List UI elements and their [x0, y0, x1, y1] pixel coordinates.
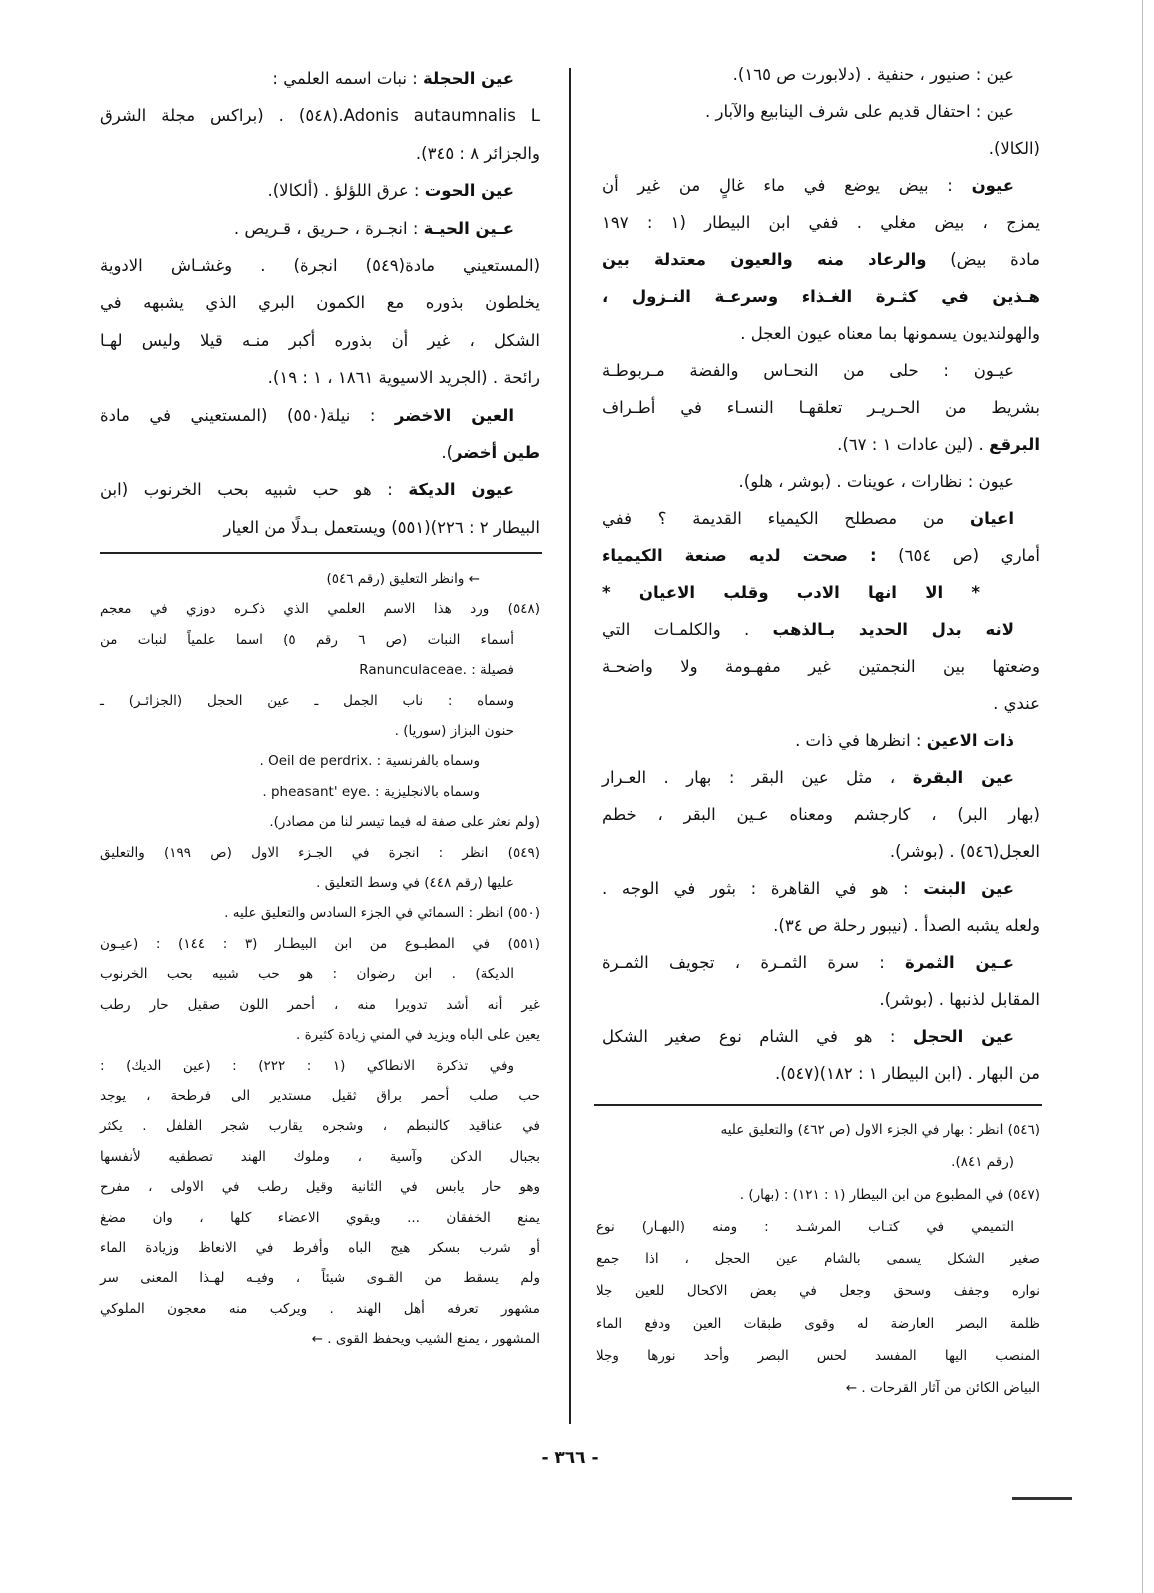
body-text: . والكلمـات التي — [602, 620, 773, 639]
footnote-line — [596, 1179, 1040, 1211]
footnote-line — [100, 1233, 540, 1263]
body-text: (رقم ٨٤١). — [951, 1154, 1014, 1171]
body-text: ← وانظر التعليق (رقم ٥٤٦) — [326, 571, 480, 587]
scan-mark — [1012, 1497, 1072, 1500]
body-text: : عرق اللؤلؤ . (ألكالا). — [267, 181, 425, 201]
body-text: أماري (ص ٦٥٤) — [876, 546, 1040, 565]
right-column-entries — [602, 56, 1040, 1092]
footnote-line — [100, 625, 540, 655]
body-text: الديكة) . ابن رضوان : هو حب شبيه بحب الخرنوب — [100, 966, 514, 983]
headword: : صحت لديه صنعة الكيمياء — [602, 546, 877, 565]
body-text: : نيلة(٥٥٠) (المستعيني في مادة — [100, 405, 395, 425]
entry-line — [602, 870, 1040, 907]
entry-line — [100, 135, 540, 172]
footnote-line — [100, 686, 540, 716]
body-text: : انظرها في ذات . — [795, 731, 927, 750]
body-text: (٥٤٩) انظر : انجرة في الجـزء الاول (ص ١٩٩) والتعليق — [100, 844, 540, 861]
body-text: العجل(٥٤٦) . (بوشر). — [889, 842, 1040, 861]
entry-line — [602, 574, 1040, 611]
body-text: التميمي في كتـاب المرشـد : ومنه (البهـار) نوع — [596, 1218, 1014, 1235]
body-text: يمنع الخفقان ... ويقوي الاعضاء كلها ، وان مضغ — [100, 1209, 540, 1226]
entry-line — [602, 1055, 1040, 1092]
body-text: نواره وجفف وسحق وجعل في بعض الاكحال للعين جلا — [596, 1283, 1040, 1300]
entry-line — [602, 907, 1040, 944]
entry-line — [602, 500, 1040, 537]
footnote-line — [100, 990, 540, 1020]
footnote-line — [596, 1146, 1040, 1178]
footnote-line — [100, 1081, 540, 1111]
entry-line — [602, 648, 1040, 685]
entry-line — [100, 247, 540, 284]
body-text: البياض الكائن من آثار القرحات . ← — [845, 1380, 1040, 1397]
headword: عيون الديكة — [408, 480, 514, 500]
body-text: يخلطون بذوره مع الكمون البري الذي يشبهه في — [100, 293, 540, 313]
footnote-line — [100, 807, 540, 837]
entry-line — [100, 322, 540, 359]
body-text: عليها (رقم ٤٤٨) في وسط التعليق . — [316, 875, 514, 892]
body-text: يمزج ، بيض مغلي . ففي ابن البيطار (١ : ١٩٧ — [602, 213, 1040, 232]
headword: عين الحجلة — [423, 69, 514, 88]
body-text: الشكل ، غير أن بذوره أكبر منـه قيلا وليس لهـا — [100, 330, 540, 350]
footnote-line — [100, 1172, 540, 1202]
footnote-line — [100, 777, 540, 807]
entry-line — [602, 759, 1040, 796]
entry-line — [602, 981, 1040, 1018]
body-text: وسماه : ناب الجمل ـ عين الحجل (الجزائـر) ـ — [100, 692, 514, 709]
entry-line — [100, 60, 540, 97]
body-text: : هو حب شبيه بحب الخرنوب (ابن — [100, 480, 409, 500]
body-text: ولم يسقط من القـوى شيئاً ، وفيـه لهـذا المعنى سر — [100, 1270, 540, 1287]
entry-line — [602, 685, 1040, 722]
body-text: عين : احتفال قديم على شرف الينابيع والآبار . — [705, 102, 1014, 121]
body-text: وضعتها بين النجمتين غير مفهـومة ولا واضحـة — [602, 657, 1040, 676]
body-text: عين : صنيور ، حنفية . (دلابورت ص ١٦٥). — [732, 65, 1014, 84]
footnote-line — [100, 716, 540, 746]
body-text: (٥٤٨) ورد هذا الاسم العلمي الذي ذكـره دوزي في معجم — [100, 601, 540, 618]
body-text: فصيلة : .Ranunculaceae — [359, 662, 514, 679]
headword: ذات الاعين — [926, 731, 1014, 750]
body-text: البيطار ٢ : ٢٢٦)(٥٥١) ويستعمل بـدلًا من العيار — [223, 517, 540, 537]
headword: عين الحوت — [424, 181, 514, 201]
body-text: مشهور تعرفه أهل الهند . ويركب منه معجون الملوكي — [100, 1300, 540, 1317]
entry-line — [100, 471, 540, 508]
body-text: : سرة الثمـرة ، تجويف الثمـرة — [602, 953, 906, 972]
body-text: من البهار . (ابن البيطار ١ : ١٨٢)(٥٤٧). — [774, 1064, 1040, 1083]
footnote-line — [100, 1324, 540, 1354]
body-text: غير أنه أشد تدويرا منه ، أحمر اللون صقيل حار رطب — [100, 996, 540, 1013]
headword: عين البنت — [923, 879, 1014, 898]
body-text: وسماه بالانجليزية : .pheasant' eye . — [262, 783, 480, 800]
footnote-line — [596, 1308, 1040, 1340]
body-text: عيون : نظارات ، عوينات . (بوشر ، هلو). — [738, 472, 1014, 491]
entry-line — [602, 204, 1040, 241]
body-text: ، مثل عين البقر : بهار . العـرار — [602, 768, 913, 787]
body-text: (المستعيني مادة(٥٤٩) انجرة) . وغشـاش الادوية — [100, 256, 541, 276]
body-text: Adonis autaumnalis L.(٥٤٨) . (براكس مجلة الشرق — [100, 106, 540, 126]
footnote-line — [100, 868, 540, 898]
footnote-line — [100, 1111, 540, 1141]
body-text: حنون البزاز (سوريا) . — [394, 723, 514, 740]
entry-line — [100, 509, 540, 546]
body-text: . (لين عادات ١ : ٦٧). — [837, 435, 990, 454]
entry-line — [100, 210, 540, 247]
left-column-entries — [100, 60, 540, 546]
left-footnote-separator — [100, 552, 542, 554]
page-number: - ٣٦٦ - — [541, 1448, 599, 1468]
headword: * الا انها الادب وقلب الاعيان * — [602, 583, 980, 602]
entry-line — [602, 167, 1040, 204]
body-text: ). — [441, 443, 454, 463]
headword: طين أخضر — [453, 443, 540, 463]
left-column-footnotes — [100, 564, 540, 1355]
entry-line — [602, 944, 1040, 981]
headword: عين البقرة — [912, 768, 1014, 787]
scan-edge — [1142, 0, 1143, 1593]
footnote-line — [100, 838, 540, 868]
body-text: : بيض يوضع في ماء غالٍ من غير أن — [602, 176, 972, 195]
body-text: المنصب اليها المفسد لحس البصر وأحد نورها وجلا — [596, 1348, 1040, 1365]
entry-line — [602, 93, 1040, 130]
entry-line — [602, 389, 1040, 426]
footnote-line — [596, 1372, 1040, 1404]
body-text: رائحة . (الجريد الاسيوية ١٨٦١ ، ١ : ١٩). — [267, 368, 540, 388]
body-text: بجبال الدكن وآسية ، وملوك الهند تصطفيه لأنفسها — [100, 1148, 540, 1165]
body-text: يعين على الباه ويزيد في المني زيادة كثيرة . — [296, 1027, 540, 1044]
body-text: والجزائر ٨ : ٣٤٥). — [415, 143, 540, 163]
footnote-line — [596, 1340, 1040, 1372]
headword: العين الاخضر — [394, 405, 514, 425]
footnote-line — [100, 929, 540, 959]
entry-line — [602, 463, 1040, 500]
entry-line — [602, 130, 1040, 167]
body-text: مادة بيض) — [926, 250, 1040, 269]
body-text: بشريط من الحـريـر تعلقهـا النسـاء في أطـراف — [602, 398, 1040, 417]
column-divider — [569, 68, 571, 1424]
footnote-line — [596, 1211, 1040, 1243]
body-text: : هو في الشام نوع صغير الشكل — [602, 1027, 913, 1046]
footnote-line — [100, 898, 540, 928]
body-text: صغير الشكل يسمى بالشام عين الحجل ، اذا جمع — [596, 1251, 1040, 1268]
body-text: المشهور ، يمنع الشيب ويحفظ القوى . ← — [311, 1331, 540, 1348]
body-text: : انجـرة ، حـريق ، قـريص . — [233, 218, 424, 238]
headword: البرقع — [989, 435, 1040, 454]
headword: هـذين في كثـرة الغـذاء وسرعـة النـزول ، — [602, 287, 1040, 306]
entry-line — [602, 1018, 1040, 1055]
headword: عيون — [971, 176, 1014, 195]
entry-line — [100, 172, 540, 209]
entry-line — [602, 56, 1040, 93]
body-text: عيـون : حلى من النحـاس والفضة مـربوطـة — [602, 361, 1014, 380]
entry-line — [100, 359, 540, 396]
entry-line — [602, 833, 1040, 870]
body-text: عندي . — [993, 694, 1040, 713]
right-column-footnotes — [596, 1114, 1040, 1405]
body-text: ظلمة البصر العارضة له وقوى طبقات العين ودفع الماء — [596, 1315, 1040, 1332]
footnote-line — [100, 746, 540, 776]
body-text: والهولنديون يسمونها بما معناه عيون العجل . — [740, 324, 1040, 343]
footnote-line — [100, 1142, 540, 1172]
right-footnote-separator — [594, 1104, 1042, 1106]
headword: عـين الثمرة — [905, 953, 1014, 972]
body-text: وهو حار يابس في الثانية وقيل رطب في الاولى ، مفرح — [100, 1179, 540, 1196]
entry-line — [100, 397, 540, 434]
body-text: (بهار البر) ، كارجشم ومعناه عـين البقر ، خطم — [602, 805, 1040, 824]
entry-line — [100, 434, 540, 471]
entry-line — [602, 315, 1040, 352]
body-text: : نبات اسمه العلمي : — [272, 69, 424, 88]
headword: عين الحجل — [912, 1027, 1014, 1046]
entry-line — [602, 537, 1040, 574]
body-text: أسماء النبات (ص ٦ رقم ٥) اسما علمياً لنبات من — [100, 631, 514, 648]
body-text: ولعله يشبه الصدأ . (نيبور رحلة ص ٣٤). — [773, 916, 1040, 935]
body-text: (٥٤٦) انظر : بهار في الجزء الاول (ص ٤٦٢) والتعليق عليه — [720, 1122, 1040, 1138]
body-text: (٥٤٧) في المطبوع من ابن البيطار (١ : ١٢١) : (بهار) . — [739, 1186, 1040, 1203]
entry-line — [602, 241, 1040, 278]
footnote-line — [100, 655, 540, 685]
footnote-line — [100, 1203, 540, 1233]
entry-line — [602, 722, 1040, 759]
body-text: المقابل لذنبها . (بوشر). — [879, 990, 1040, 1009]
headword: عـين الحيـة — [423, 218, 514, 238]
entry-line — [100, 97, 540, 134]
body-text: (٥٥١) في المطبـوع من ابن البيطـار (٣ : ١٤٤) : (عيـون — [100, 935, 540, 952]
entry-line — [100, 284, 540, 321]
footnote-line — [100, 959, 540, 989]
entry-line — [602, 352, 1040, 389]
entry-line — [602, 611, 1040, 648]
footnote-line — [100, 1020, 540, 1050]
body-text: وسماه بالفرنسية : .Oeil de perdrix . — [259, 753, 480, 770]
footnote-line — [100, 564, 540, 594]
headword: والرعاد منه والعيون معتدلة بين — [602, 250, 927, 269]
body-text: (الكالا). — [988, 139, 1040, 158]
entry-line — [602, 426, 1040, 463]
body-text: في عناقيد كالنبطم ، وشجره يقارب شجر الفلفل . يكثر — [100, 1118, 540, 1135]
body-text: (ولم نعثر على صفة له فيما تيسر لنا من مصادر). — [269, 814, 540, 831]
footnote-line — [100, 594, 540, 624]
footnote-line — [100, 1294, 540, 1324]
body-text: وفي تذكرة الانطاكي (١ : ٢٢٢) : (عين الديك) : — [100, 1057, 515, 1074]
body-text: من مصطلح الكيمياء القديمة ؟ ففي — [602, 509, 971, 528]
footnote-line — [100, 1263, 540, 1293]
headword: لانه بدل الحديد بـالذهب — [772, 620, 1014, 639]
footnote-line — [596, 1275, 1040, 1307]
footnote-line — [596, 1114, 1040, 1146]
footnote-line — [100, 1051, 540, 1081]
entry-line — [602, 796, 1040, 833]
body-text: (٥٥٠) انظر : السمائي في الجزء السادس والتعليق عليه . — [224, 905, 540, 922]
entry-line — [602, 278, 1040, 315]
footnote-line — [596, 1243, 1040, 1275]
body-text: أو شرب بسكر هيج الباه وأفرط في الانعاظ وزيادة الماء — [100, 1239, 540, 1256]
headword: اعيان — [970, 509, 1014, 528]
body-text: حب صلب أحمر براق ثقيل مستدير الى فرطحة ، يوجد — [100, 1087, 540, 1104]
body-text: : هو في القاهرة : بثور في الوجه . — [602, 879, 924, 898]
